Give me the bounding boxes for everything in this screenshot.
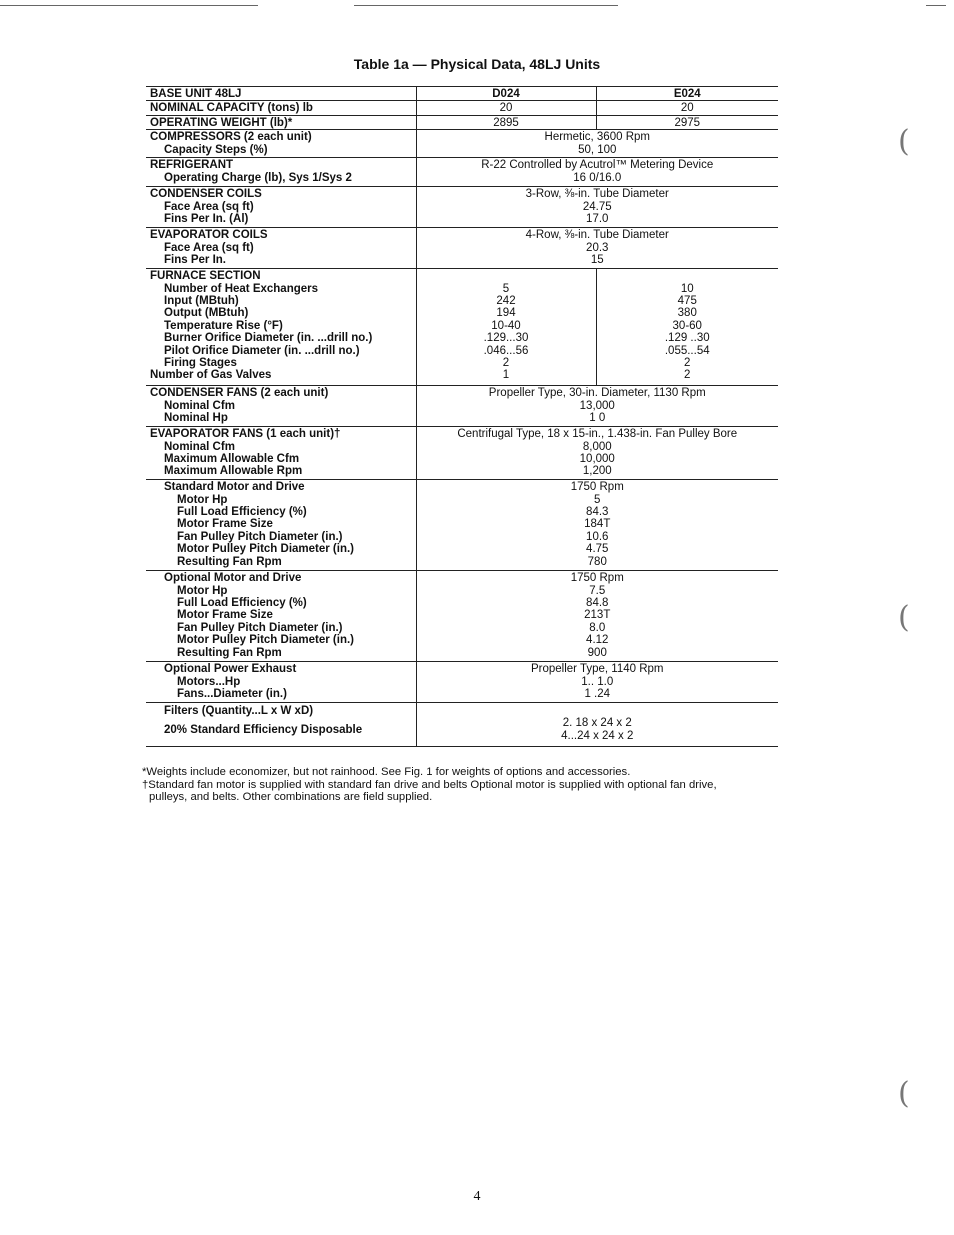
- row-label: REFRIGERANT: [150, 159, 234, 172]
- cell-line: 2: [684, 357, 691, 370]
- cell-line: 84.8: [586, 597, 609, 610]
- row-label-group: [146, 187, 416, 228]
- table-row: [146, 101, 778, 115]
- row-label-group: [146, 427, 416, 480]
- sub-label: Fan Pulley Pitch Diameter (in.): [177, 621, 343, 634]
- sub-label: Nominal Cfm: [164, 440, 235, 453]
- sub-label: Firing Stages: [164, 357, 237, 370]
- sub-label: Face Area (sq ft): [164, 200, 254, 213]
- row-label: Filters (Quantity...L x W xD): [164, 705, 314, 718]
- merged-cell: [416, 480, 778, 571]
- cell-line: 780: [587, 555, 607, 568]
- cell-line: Hermetic, 3600 Rpm: [544, 131, 650, 144]
- sub-label: Full Load Efficiency (%): [177, 597, 307, 610]
- cell-e024: [596, 269, 778, 386]
- sub-label: Operating Charge (lb), Sys 1/Sys 2: [164, 171, 352, 184]
- page-number: 4: [473, 1189, 481, 1204]
- row-label: FURNACE SECTION: [150, 270, 261, 283]
- row-label-group: [146, 386, 416, 427]
- sub-label: Number of Gas Valves: [150, 369, 272, 382]
- table-row: [146, 130, 778, 158]
- sub-label: Maximum Allowable Rpm: [164, 465, 303, 478]
- cell-line: 10.6: [586, 530, 609, 543]
- sub-label: Fans...Diameter (in.): [177, 688, 287, 701]
- cell-line: 900: [587, 646, 607, 659]
- merged-cell: [416, 158, 778, 187]
- cell-line: .055...54: [664, 344, 710, 357]
- table-row: [146, 662, 778, 703]
- sub-label: Maximum Allowable Cfm: [164, 453, 300, 466]
- cell-line: 10-40: [491, 319, 521, 332]
- cell-line: 194: [496, 307, 516, 320]
- table-row: [146, 571, 778, 662]
- cell-line: 5: [502, 282, 510, 295]
- cell-line: 4...24 x 24 x 2: [561, 729, 634, 742]
- top-rule-right: [926, 5, 946, 6]
- merged-cell: [416, 187, 778, 228]
- cell-line: 13,000: [579, 399, 615, 412]
- cell-e024: 2975: [596, 115, 778, 129]
- table-row: [146, 115, 778, 129]
- binding-hole-mark-icon: (: [898, 600, 910, 635]
- table-row: [146, 703, 778, 747]
- sub-label: Nominal Cfm: [164, 399, 235, 412]
- cell-line: 475: [677, 295, 697, 308]
- cell-line: 24.75: [582, 200, 612, 213]
- cell-line: 16 0/16.0: [573, 171, 622, 184]
- cell-line: 380: [677, 307, 697, 320]
- sub-label: Full Load Efficiency (%): [177, 506, 307, 519]
- merged-cell: [416, 703, 778, 747]
- row-label: Optional Power Exhaust: [164, 663, 297, 676]
- cell-line: 4-Row, ⅜-in. Tube Diameter: [525, 229, 669, 242]
- sub-label: Fins Per In. (Al): [164, 213, 249, 226]
- row-label: CONDENSER COILS: [150, 188, 262, 201]
- cell-line: 5: [594, 493, 601, 506]
- cell-line: 7.5: [589, 584, 606, 597]
- row-label-group: [146, 228, 416, 269]
- sub-label: Motor Frame Size: [177, 609, 273, 622]
- cell-line: 2. 18 x 24 x 2: [562, 717, 632, 730]
- cell-line: 4.12: [586, 634, 609, 647]
- sub-label: Burner Orifice Diameter (in. ...drill no.): [164, 332, 373, 345]
- row-label: OPERATING WEIGHT (lb)*: [146, 115, 416, 129]
- row-label: COMPRESSORS (2 each unit): [150, 131, 312, 144]
- header-row: [146, 87, 778, 101]
- cell-d024: 20: [416, 101, 596, 115]
- cell-line: 2: [502, 357, 510, 370]
- cell-line: Propeller Type, 30-in. Diameter, 1130 Rpm: [488, 387, 706, 400]
- sub-label: Fan Pulley Pitch Diameter (in.): [177, 530, 343, 543]
- sub-label: 20% Standard Efficiency Disposable: [164, 723, 363, 736]
- physical-data-table: [146, 86, 778, 747]
- row-label: EVAPORATOR COILS: [150, 229, 268, 242]
- cell-line: 3-Row, ⅜-in. Tube Diameter: [525, 188, 669, 201]
- cell-line: 50, 100: [578, 143, 617, 156]
- cell-line: .129...30: [483, 332, 529, 345]
- table-row: [146, 187, 778, 228]
- row-label: CONDENSER FANS (2 each unit): [150, 387, 329, 400]
- sub-label: Motor Pulley Pitch Diameter (in.): [177, 543, 354, 556]
- sub-label: Capacity Steps (%): [164, 143, 268, 156]
- cell-e024: 20: [596, 101, 778, 115]
- table-row: [146, 158, 778, 187]
- row-label-group: [146, 269, 416, 386]
- cell-line: 1: [502, 369, 510, 382]
- footnote-weights: *Weights include economizer, but not rainhood. See Fig. 1 for weights of options and accessories.: [142, 766, 631, 778]
- sub-label: Fins Per In.: [164, 254, 226, 267]
- cell-line: 1.. 1.0: [581, 675, 614, 688]
- row-label-group: [146, 662, 416, 703]
- table-title: Table 1a — Physical Data, 48LJ Units: [353, 56, 601, 72]
- row-label-group: [146, 703, 416, 747]
- merged-cell: [416, 386, 778, 427]
- top-rule-center: [354, 5, 618, 6]
- binding-hole-mark-icon: (: [898, 1076, 910, 1111]
- header-label: BASE UNIT 48LJ: [146, 87, 416, 101]
- cell-line: 10,000: [579, 453, 615, 466]
- cell-line: .046...56: [483, 344, 529, 357]
- sub-label: Motor Frame Size: [177, 518, 273, 531]
- footnote-fan-motor-cont: pulleys, and belts. Other combinations are field supplied.: [149, 791, 433, 804]
- cell-line: 15: [590, 254, 604, 267]
- sub-label: Motor Hp: [177, 493, 228, 506]
- cell-line: 84.3: [586, 506, 609, 519]
- cell-line: Centrifugal Type, 18 x 15-in., 1.438-in. Fan Pulley Bore: [457, 428, 738, 441]
- sub-label: Face Area (sq ft): [164, 241, 254, 254]
- sub-label: Resulting Fan Rpm: [177, 555, 282, 568]
- row-label: Standard Motor and Drive: [164, 481, 305, 494]
- table-row: [146, 269, 778, 386]
- cell-line: 10: [680, 282, 694, 295]
- cell-line: 4.75: [586, 543, 609, 556]
- row-label: EVAPORATOR FANS (1 each unit)†: [150, 428, 341, 441]
- cell-line: 1750 Rpm: [570, 481, 624, 494]
- cell-line: R-22 Controlled by Acutrol™ Metering Device: [481, 159, 714, 172]
- cell-d024: 2895: [416, 115, 596, 129]
- cell-line: 1 0: [589, 412, 606, 425]
- header-col-e024: E024: [596, 87, 778, 101]
- cell-line: 30-60: [672, 319, 702, 332]
- table-footnotes: [142, 766, 802, 804]
- sub-label: Motor Pulley Pitch Diameter (in.): [177, 634, 354, 647]
- cell-line: .129 ..30: [664, 332, 710, 345]
- sub-label: Motors...Hp: [177, 675, 241, 688]
- row-label: Optional Motor and Drive: [164, 572, 302, 585]
- row-label-group: [146, 158, 416, 187]
- table-row: [146, 480, 778, 571]
- sub-label: Number of Heat Exchangers: [164, 282, 319, 295]
- table-row: [146, 228, 778, 269]
- sub-label: Temperature Rise (°F): [164, 319, 283, 332]
- sub-label: Motor Hp: [177, 584, 228, 597]
- header-col-d024: D024: [416, 87, 596, 101]
- cell-d024: [416, 269, 596, 386]
- merged-cell: [416, 427, 778, 480]
- table-row: [146, 386, 778, 427]
- row-label: NOMINAL CAPACITY (tons) lb: [146, 101, 416, 115]
- row-label-group: [146, 130, 416, 158]
- cell-line: 242: [496, 295, 516, 308]
- cell-line: 17.0: [586, 213, 609, 226]
- merged-cell: [416, 130, 778, 158]
- sub-label: Input (MBtuh): [164, 295, 239, 308]
- top-rule-left: [0, 5, 258, 6]
- cell-line: 1,200: [582, 465, 612, 478]
- cell-line: Propeller Type, 1140 Rpm: [530, 663, 664, 676]
- row-label-group: [146, 480, 416, 571]
- binding-hole-mark-icon: (: [898, 124, 910, 159]
- sub-label: Pilot Orifice Diameter (in. ...drill no.): [164, 344, 360, 357]
- merged-cell: [416, 571, 778, 662]
- sub-label: Nominal Hp: [164, 412, 228, 425]
- cell-line: 1 .24: [584, 688, 611, 701]
- cell-line: 8.0: [589, 621, 606, 634]
- cell-line: 1750 Rpm: [570, 572, 624, 585]
- merged-cell: [416, 228, 778, 269]
- merged-cell: [416, 662, 778, 703]
- sub-label: Resulting Fan Rpm: [177, 646, 282, 659]
- cell-line: 8,000: [582, 440, 612, 453]
- sub-label: Output (MBtuh): [164, 307, 249, 320]
- cell-line: 2: [684, 369, 691, 382]
- footnote-fan-motor: †Standard fan motor is supplied with standard fan drive and belts Optional motor is supplied with optional fan drive,: [142, 778, 717, 791]
- table-row: [146, 427, 778, 480]
- row-label-group: [146, 571, 416, 662]
- cell-line: 213T: [584, 609, 611, 622]
- cell-line: 184T: [584, 518, 611, 531]
- cell-line: 20.3: [586, 241, 609, 254]
